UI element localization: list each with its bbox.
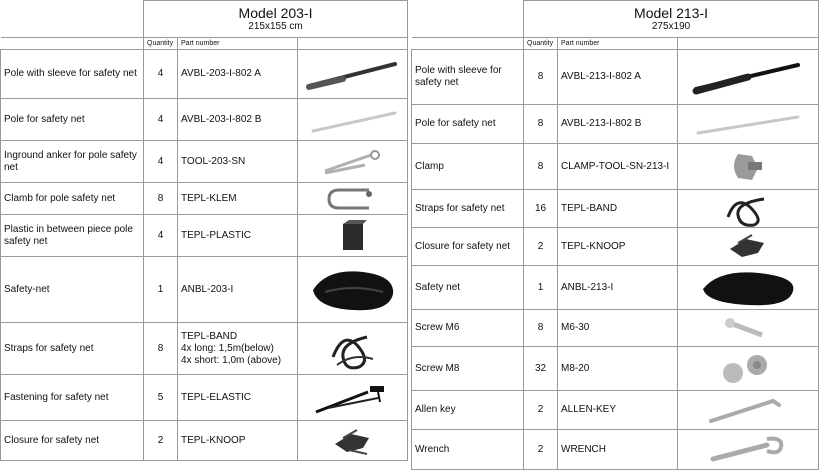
row-quantity: 8 [524, 50, 558, 105]
row-quantity: 8 [524, 105, 558, 144]
row-description: Fastening for safety net [1, 375, 144, 421]
quantity-header: Quantity [144, 38, 178, 50]
row-quantity: 1 [144, 257, 178, 323]
pole-with-sleeve-icon [298, 50, 408, 99]
table-row [412, 105, 819, 144]
row-part-number: TEPL-KNOOP [558, 228, 678, 266]
row-part-number: M8-20 [558, 347, 678, 391]
row-part-number: TEPL-ELASTIC [178, 375, 298, 421]
part-number: TEPL-BAND [181, 330, 238, 342]
wrench-icon [678, 430, 819, 470]
row-description: Screw M6 [412, 310, 524, 347]
model-size: 275x190 [651, 21, 691, 32]
table-row [1, 375, 408, 421]
row-part-number: CLAMP-TOOL-SN-213-I [558, 144, 678, 190]
row-part-number: WRENCH [558, 430, 678, 470]
row-description: Screw M8 [412, 347, 524, 391]
table-row [412, 310, 819, 347]
table-row [412, 347, 819, 391]
row-quantity: 4 [144, 141, 178, 183]
row-quantity: 2 [524, 391, 558, 430]
parts-table-model-203 [0, 0, 408, 461]
row-quantity: 16 [524, 190, 558, 228]
plastic-piece-icon [298, 215, 408, 257]
closure-icon [298, 421, 408, 461]
row-description: Pole for safety net [1, 99, 144, 141]
row-description: Clamp [412, 144, 524, 190]
table-row [1, 323, 408, 375]
row-part-number: TEPL-BAND [558, 190, 678, 228]
straps-icon [298, 323, 408, 375]
allen-key-icon [678, 391, 819, 430]
closure-icon [678, 228, 819, 266]
row-part-number: TEPL-KLEM [178, 183, 298, 215]
row-part-number: AVBL-213-I-802 A [558, 50, 678, 105]
table-row [1, 215, 408, 257]
row-description: Plastic in between piece pole safety net [1, 215, 144, 257]
row-quantity: 8 [524, 310, 558, 347]
row-quantity: 8 [144, 183, 178, 215]
row-part-number: AVBL-213-I-802 B [558, 105, 678, 144]
table-row [412, 144, 819, 190]
table-row [412, 190, 819, 228]
row-part-number: M6-30 [558, 310, 678, 347]
table-row [1, 50, 408, 99]
model-title: Model 203-I [238, 5, 313, 21]
safety-net-icon [678, 266, 819, 310]
model-header [144, 1, 408, 38]
table-row [412, 228, 819, 266]
row-description: Pole with sleeve for safety net [412, 50, 524, 105]
ground-anchor-icon [298, 141, 408, 183]
blank-corner [1, 38, 144, 50]
table-row [412, 430, 819, 470]
row-quantity: 1 [524, 266, 558, 310]
part-note: 4x long: 1,5m(below) [181, 342, 274, 354]
row-description: Allen key [412, 391, 524, 430]
row-description: Wrench [412, 430, 524, 470]
row-part-number: AVBL-203-I-802 B [178, 99, 298, 141]
straps-icon [678, 190, 819, 228]
row-quantity: 2 [524, 228, 558, 266]
row-part-number: ANBL-213-I [558, 266, 678, 310]
clamp-icon [678, 144, 819, 190]
part-note: 4x short: 1,0m (above) [181, 354, 282, 366]
row-part-number: TOOL-203-SN [178, 141, 298, 183]
row-quantity: 5 [144, 375, 178, 421]
model-title: Model 213-I [634, 5, 708, 21]
row-description: Straps for safety net [1, 323, 144, 375]
row-description: Straps for safety net [412, 190, 524, 228]
blank-corner [412, 38, 524, 50]
row-description: Inground anker for pole safety net [1, 141, 144, 183]
row-quantity: 4 [144, 99, 178, 141]
quantity-header: Quantity [524, 38, 558, 50]
table-row [1, 257, 408, 323]
row-part-number: ALLEN-KEY [558, 391, 678, 430]
row-quantity: 32 [524, 347, 558, 391]
pole-icon [678, 105, 819, 144]
part-number-header: Part number [178, 38, 298, 50]
row-description: Safety-net [1, 257, 144, 323]
safety-net-icon [298, 257, 408, 323]
row-part-number: AVBL-203-I-802 A [178, 50, 298, 99]
table-row [412, 391, 819, 430]
model-header [524, 1, 819, 38]
table-row [1, 421, 408, 461]
row-part-number: TEPL-KNOOP [178, 421, 298, 461]
table-row [412, 50, 819, 105]
parts-table-model-213 [411, 0, 819, 470]
model-size: 215x155 cm [248, 21, 303, 32]
elastic-fastening-icon [298, 375, 408, 421]
blank-corner [1, 1, 144, 38]
row-description: Safety net [412, 266, 524, 310]
row-description: Pole for safety net [412, 105, 524, 144]
row-part-number [178, 323, 298, 375]
clamp-icon [298, 183, 408, 215]
row-part-number: TEPL-PLASTIC [178, 215, 298, 257]
row-description: Closure for safety net [412, 228, 524, 266]
row-quantity: 4 [144, 215, 178, 257]
row-part-number: ANBL-203-I [178, 257, 298, 323]
screw-m8-icon [678, 347, 819, 391]
image-header [298, 38, 408, 50]
table-row [1, 183, 408, 215]
table-row [1, 99, 408, 141]
part-number-header: Part number [558, 38, 678, 50]
row-description: Pole with sleeve for safety net [1, 50, 144, 99]
row-quantity: 2 [144, 421, 178, 461]
row-description: Clamb for pole safety net [1, 183, 144, 215]
pole-icon [298, 99, 408, 141]
table-row [412, 266, 819, 310]
row-quantity: 2 [524, 430, 558, 470]
row-quantity: 8 [144, 323, 178, 375]
blank-corner [412, 1, 524, 38]
row-quantity: 4 [144, 50, 178, 99]
row-quantity: 8 [524, 144, 558, 190]
pole-with-sleeve-icon [678, 50, 819, 105]
image-header [678, 38, 819, 50]
row-description: Closure for safety net [1, 421, 144, 461]
screw-icon [678, 310, 819, 347]
table-row [1, 141, 408, 183]
